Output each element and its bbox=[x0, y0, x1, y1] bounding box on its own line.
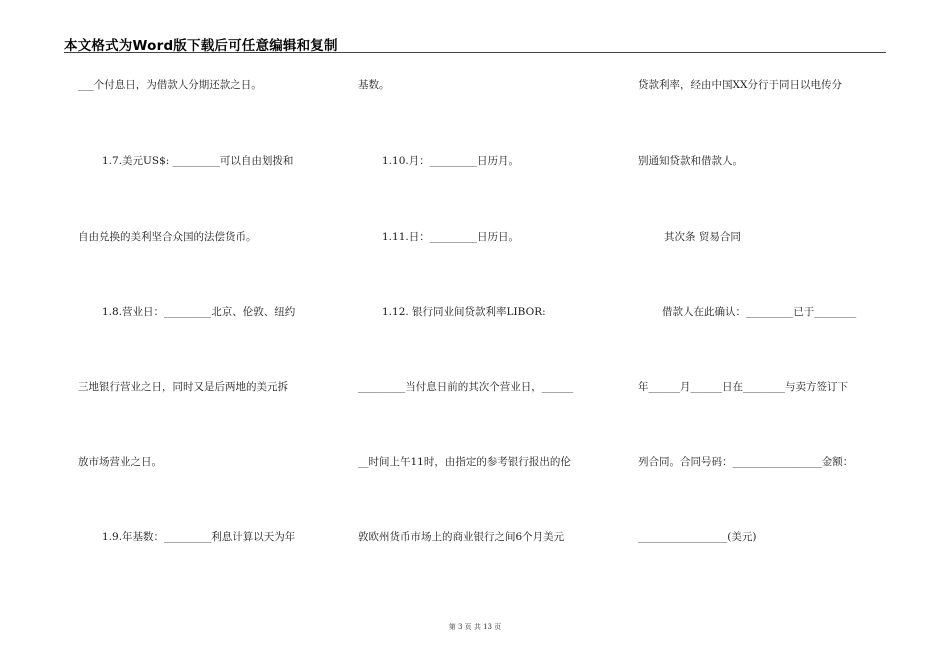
text-line: _________________(美元) bbox=[638, 531, 757, 543]
text-column-3 bbox=[638, 62, 888, 582]
text-line: 1.8.营业日：_________北京、伦敦、纽约 bbox=[102, 306, 296, 318]
text-column-2 bbox=[358, 62, 608, 582]
text-line: 别通知贷款和借款人。 bbox=[638, 155, 743, 167]
text-line: 1.7.美元US$: _________可以自由划拨和 bbox=[102, 155, 294, 167]
text-line: 放市场营业之日。 bbox=[78, 456, 162, 468]
header-divider bbox=[64, 52, 886, 53]
text-line: 敦欧州货币市场上的商业银行之间6个月美元 bbox=[358, 531, 565, 543]
text-line: 三地银行营业之日，同时又是后两地的美元拆 bbox=[78, 381, 288, 393]
text-line: 1.11.日：_________日历日。 bbox=[382, 231, 519, 243]
text-line: 1.10.月：_________日历月。 bbox=[382, 155, 519, 167]
text-line: _________当付息日前的其次个营业日，______ bbox=[358, 381, 574, 393]
text-line: ___个付息日，为借款人分期还款之日。 bbox=[78, 79, 262, 91]
text-line: 基数。 bbox=[358, 79, 390, 91]
page-header-title: 本文格式为Word版下载后可任意编辑和复制 bbox=[64, 38, 338, 54]
text-line: 1.12. 银行同业间贷款利率LIBOR: bbox=[382, 306, 546, 318]
text-line: 自由兑换的美利坚合众国的法偿货币。 bbox=[78, 231, 257, 243]
text-line: 年______月______日在________与卖方签订下 bbox=[638, 381, 848, 393]
text-line: 贷款利率，经由中国XX分行于同日以电传分 bbox=[638, 79, 842, 91]
section-heading: 其次条 贸易合同 bbox=[664, 231, 741, 243]
page-number: 第 3 页 共 13 页 bbox=[448, 623, 502, 631]
text-column-1 bbox=[78, 62, 318, 582]
text-line: 列合同。合同号码：_________________金额： bbox=[638, 456, 854, 468]
text-line: 借款人在此确认：_________已于________ bbox=[662, 306, 857, 318]
text-line: __时间上午11时，由指定的参考银行报出的伦 bbox=[358, 456, 571, 468]
text-line: 1.9.年基数：_________利息计算以天为年 bbox=[102, 531, 296, 543]
